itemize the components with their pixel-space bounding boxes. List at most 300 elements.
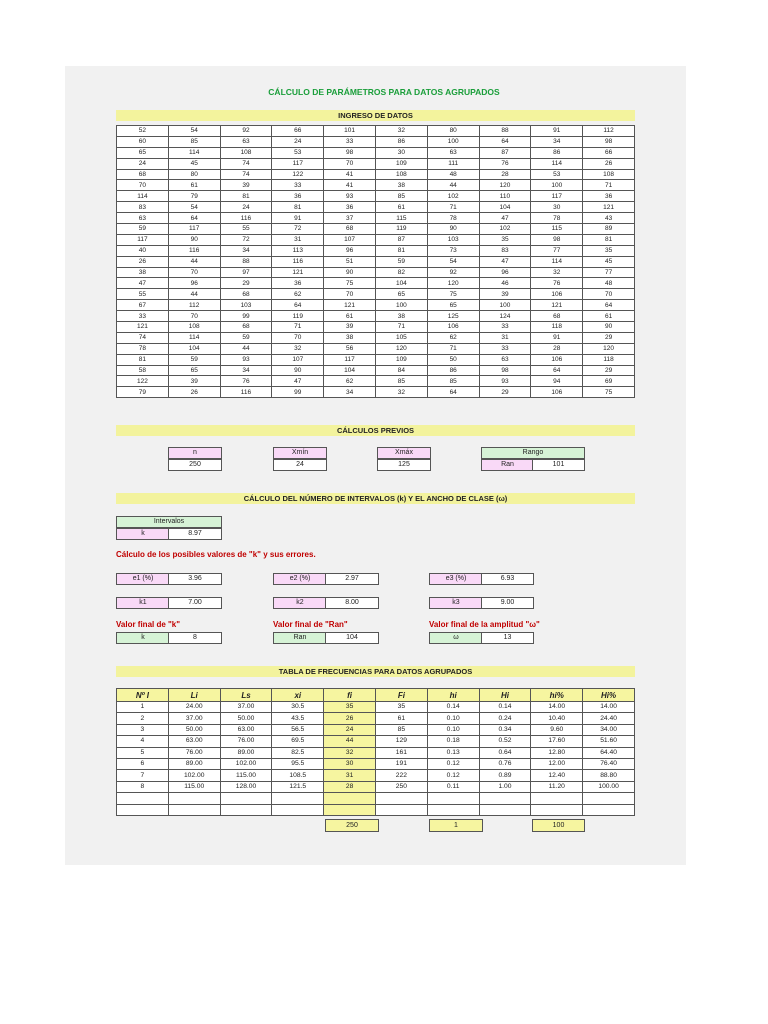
- freq-cell: 12.80: [531, 747, 583, 758]
- data-row: [117, 300, 635, 311]
- data-cell: 72: [272, 224, 324, 235]
- data-cell: 33: [117, 311, 169, 322]
- freq-cell: [531, 793, 583, 804]
- data-cell: 90: [272, 365, 324, 376]
- freq-row: [117, 758, 635, 769]
- xmin-label: Xmín: [273, 447, 327, 459]
- data-cell: 68: [220, 322, 272, 333]
- data-cell: 68: [117, 169, 169, 180]
- freq-cell: 222: [375, 770, 427, 781]
- data-cell: 71: [427, 202, 479, 213]
- data-cell: 50: [427, 354, 479, 365]
- data-cell: 116: [220, 213, 272, 224]
- data-cell: 39: [168, 376, 220, 387]
- xmax-value: 125: [377, 459, 431, 471]
- data-cell: 78: [427, 213, 479, 224]
- freq-row: [117, 781, 635, 792]
- data-cell: 90: [168, 234, 220, 245]
- e2-label: e2 (%): [273, 573, 327, 585]
- freq-cell: [117, 793, 169, 804]
- data-row: [117, 365, 635, 376]
- freq-cell: 0.10: [427, 713, 479, 724]
- data-cell: 114: [531, 158, 583, 169]
- data-cell: 32: [375, 387, 427, 398]
- data-cell: 108: [583, 169, 635, 180]
- data-row: [117, 322, 635, 333]
- freq-cell: [117, 804, 169, 815]
- freq-cell: [583, 793, 635, 804]
- data-cell: 86: [375, 136, 427, 147]
- data-cell: 33: [272, 180, 324, 191]
- data-cell: 64: [427, 387, 479, 398]
- data-cell: 113: [272, 245, 324, 256]
- freq-cell: 89.00: [168, 758, 220, 769]
- freq-cell: 76.00: [220, 736, 272, 747]
- data-cell: 64: [531, 365, 583, 376]
- data-cell: 62: [272, 289, 324, 300]
- data-cell: 43: [583, 213, 635, 224]
- freq-cell: 0.52: [479, 736, 531, 747]
- data-cell: 81: [583, 234, 635, 245]
- data-cell: 61: [375, 202, 427, 213]
- freq-cell: 11.20: [531, 781, 583, 792]
- k3-value: 9.00: [481, 597, 534, 609]
- frequency-table-header: TABLA DE FRECUENCIAS PARA DATOS AGRUPADOS: [116, 666, 635, 677]
- final-w-name: ω: [429, 632, 483, 644]
- data-cell: 65: [427, 300, 479, 311]
- data-cell: 85: [375, 191, 427, 202]
- freq-cell: 95.5: [272, 758, 324, 769]
- data-cell: 35: [479, 234, 531, 245]
- freq-cell: 61: [375, 713, 427, 724]
- data-cell: 44: [168, 289, 220, 300]
- total-hi: 1: [429, 819, 483, 832]
- data-row: [117, 245, 635, 256]
- data-cell: 87: [375, 234, 427, 245]
- data-cell: 40: [117, 245, 169, 256]
- data-cell: 108: [168, 322, 220, 333]
- final-ran-label: Valor final de "Ran": [273, 620, 348, 629]
- data-cell: 102: [479, 224, 531, 235]
- data-cell: 47: [117, 278, 169, 289]
- data-cell: 88: [220, 256, 272, 267]
- data-cell: 98: [479, 365, 531, 376]
- data-cell: 63: [117, 213, 169, 224]
- data-cell: 112: [168, 300, 220, 311]
- freq-cell: 115.00: [168, 781, 220, 792]
- data-cell: 51: [324, 256, 376, 267]
- data-cell: 108: [375, 169, 427, 180]
- data-cell: 68: [324, 224, 376, 235]
- xmax-label: Xmáx: [377, 447, 431, 459]
- freq-cell: 64.40: [583, 747, 635, 758]
- data-cell: 59: [117, 224, 169, 235]
- data-cell: 59: [375, 256, 427, 267]
- data-cell: 80: [427, 126, 479, 137]
- freq-cell: 50.00: [168, 724, 220, 735]
- data-cell: 103: [427, 234, 479, 245]
- xmin-value: 24: [273, 459, 327, 471]
- data-cell: 66: [272, 126, 324, 137]
- data-cell: 24: [117, 158, 169, 169]
- data-cell: 39: [324, 322, 376, 333]
- data-cell: 78: [117, 343, 169, 354]
- data-cell: 37: [324, 213, 376, 224]
- data-cell: 98: [583, 136, 635, 147]
- freq-header-cell: Li: [168, 689, 220, 702]
- n-label: n: [168, 447, 222, 459]
- k-value: 8.97: [168, 528, 222, 540]
- freq-cell: 69.5: [272, 736, 324, 747]
- data-cell: 65: [168, 365, 220, 376]
- freq-cell: [220, 793, 272, 804]
- freq-cell: 26: [324, 713, 376, 724]
- data-cell: 90: [324, 267, 376, 278]
- data-cell: 81: [375, 245, 427, 256]
- data-cell: 26: [117, 256, 169, 267]
- data-cell: 36: [272, 191, 324, 202]
- data-cell: 35: [583, 245, 635, 256]
- data-cell: 117: [324, 354, 376, 365]
- freq-cell: [220, 804, 272, 815]
- data-cell: 26: [583, 158, 635, 169]
- data-cell: 96: [479, 267, 531, 278]
- data-cell: 71: [583, 180, 635, 191]
- freq-cell: [272, 793, 324, 804]
- freq-row: [117, 724, 635, 735]
- data-cell: 114: [531, 256, 583, 267]
- data-cell: 114: [168, 332, 220, 343]
- data-cell: 29: [479, 387, 531, 398]
- freq-cell: 35: [324, 702, 376, 713]
- data-cell: 96: [324, 245, 376, 256]
- freq-cell: 30.5: [272, 702, 324, 713]
- freq-header-cell: Fi: [375, 689, 427, 702]
- k1-label: k1: [116, 597, 170, 609]
- freq-cell: 128.00: [220, 781, 272, 792]
- data-row: [117, 202, 635, 213]
- freq-cell: [427, 804, 479, 815]
- freq-cell: 6: [117, 758, 169, 769]
- data-cell: 60: [117, 136, 169, 147]
- k2-label: k2: [273, 597, 327, 609]
- data-cell: 83: [117, 202, 169, 213]
- data-cell: 63: [479, 354, 531, 365]
- data-cell: 34: [220, 245, 272, 256]
- data-cell: 117: [272, 158, 324, 169]
- freq-cell: [531, 804, 583, 815]
- data-cell: 74: [117, 332, 169, 343]
- data-row: [117, 311, 635, 322]
- data-cell: 70: [168, 311, 220, 322]
- data-cell: 104: [479, 202, 531, 213]
- ran-value: 101: [532, 459, 585, 471]
- data-cell: 39: [220, 180, 272, 191]
- freq-cell: 0.18: [427, 736, 479, 747]
- freq-cell: 9.60: [531, 724, 583, 735]
- data-cell: 54: [168, 126, 220, 137]
- data-cell: 71: [427, 343, 479, 354]
- freq-cell: 44: [324, 736, 376, 747]
- data-cell: 63: [427, 147, 479, 158]
- e1-label: e1 (%): [116, 573, 170, 585]
- data-cell: 59: [220, 332, 272, 343]
- data-cell: 73: [427, 245, 479, 256]
- data-cell: 106: [531, 387, 583, 398]
- freq-cell: [375, 793, 427, 804]
- data-cell: 86: [427, 365, 479, 376]
- data-cell: 71: [375, 322, 427, 333]
- data-cell: 36: [583, 191, 635, 202]
- data-cell: 125: [427, 311, 479, 322]
- freq-cell: 76.40: [583, 758, 635, 769]
- k2-value: 8.00: [325, 597, 379, 609]
- data-cell: 97: [220, 267, 272, 278]
- data-cell: 70: [583, 289, 635, 300]
- freq-cell: 115.00: [220, 770, 272, 781]
- data-cell: 54: [427, 256, 479, 267]
- data-cell: 53: [531, 169, 583, 180]
- data-cell: 28: [531, 343, 583, 354]
- data-cell: 76: [220, 376, 272, 387]
- data-cell: 70: [168, 267, 220, 278]
- freq-cell: [324, 804, 376, 815]
- data-cell: 69: [583, 376, 635, 387]
- freq-row: [117, 793, 635, 804]
- total-fi: 250: [325, 819, 379, 832]
- final-k-label: Valor final de "k": [116, 620, 181, 629]
- freq-cell: 50.00: [220, 713, 272, 724]
- e3-label: e3 (%): [429, 573, 483, 585]
- data-cell: 32: [375, 126, 427, 137]
- data-cell: 102: [427, 191, 479, 202]
- freq-cell: 88.80: [583, 770, 635, 781]
- freq-cell: 0.76: [479, 758, 531, 769]
- data-cell: 122: [272, 169, 324, 180]
- freq-cell: 102.00: [168, 770, 220, 781]
- data-cell: 38: [324, 332, 376, 343]
- freq-cell: [479, 793, 531, 804]
- data-row: [117, 376, 635, 387]
- freq-cell: 89.00: [220, 747, 272, 758]
- data-cell: 80: [168, 169, 220, 180]
- data-cell: 81: [272, 202, 324, 213]
- data-cell: 117: [117, 234, 169, 245]
- freq-row: [117, 747, 635, 758]
- final-w-label: Valor final de la amplitud "ω": [429, 620, 540, 629]
- freq-cell: 31: [324, 770, 376, 781]
- freq-cell: [375, 804, 427, 815]
- freq-cell: 32: [324, 747, 376, 758]
- data-row: [117, 136, 635, 147]
- freq-row: [117, 770, 635, 781]
- data-cell: 100: [427, 136, 479, 147]
- data-cell: 91: [531, 332, 583, 343]
- data-cell: 100: [531, 180, 583, 191]
- freq-cell: 14.00: [531, 702, 583, 713]
- data-cell: 41: [324, 169, 376, 180]
- data-cell: 44: [220, 343, 272, 354]
- data-cell: 104: [375, 278, 427, 289]
- data-cell: 29: [583, 365, 635, 376]
- data-cell: 119: [375, 224, 427, 235]
- freq-cell: 24: [324, 724, 376, 735]
- freq-header-cell: hi%: [531, 689, 583, 702]
- data-cell: 88: [479, 126, 531, 137]
- e3-value: 6.93: [481, 573, 534, 585]
- data-cell: 83: [479, 245, 531, 256]
- data-row: [117, 180, 635, 191]
- data-row: [117, 289, 635, 300]
- data-cell: 99: [220, 311, 272, 322]
- data-cell: 24: [220, 202, 272, 213]
- data-cell: 85: [168, 136, 220, 147]
- data-cell: 44: [168, 256, 220, 267]
- freq-cell: 0.64: [479, 747, 531, 758]
- data-cell: 86: [531, 147, 583, 158]
- data-cell: 79: [168, 191, 220, 202]
- data-cell: 75: [583, 387, 635, 398]
- data-cell: 34: [220, 365, 272, 376]
- data-cell: 70: [272, 332, 324, 343]
- freq-cell: [168, 793, 220, 804]
- data-row: [117, 267, 635, 278]
- intervalos-label: Intervalos: [116, 516, 222, 528]
- freq-cell: 0.24: [479, 713, 531, 724]
- data-cell: 115: [531, 224, 583, 235]
- data-cell: 34: [531, 136, 583, 147]
- data-cell: 58: [117, 365, 169, 376]
- freq-cell: [272, 804, 324, 815]
- freq-cell: 37.00: [168, 713, 220, 724]
- data-cell: 111: [427, 158, 479, 169]
- freq-cell: 24.40: [583, 713, 635, 724]
- freq-cell: 63.00: [220, 724, 272, 735]
- freq-row: [117, 804, 635, 815]
- freq-header-cell: Hi: [479, 689, 531, 702]
- rango-label: Rango: [481, 447, 585, 459]
- data-cell: 115: [375, 213, 427, 224]
- data-cell: 61: [324, 311, 376, 322]
- freq-cell: 43.5: [272, 713, 324, 724]
- freq-cell: 102.00: [220, 758, 272, 769]
- freq-cell: 35: [375, 702, 427, 713]
- freq-cell: 34.00: [583, 724, 635, 735]
- data-cell: 96: [168, 278, 220, 289]
- freq-cell: 1.00: [479, 781, 531, 792]
- data-cell: 121: [531, 300, 583, 311]
- data-cell: 81: [117, 354, 169, 365]
- freq-cell: 12.40: [531, 770, 583, 781]
- ran-label: Ran: [481, 459, 534, 471]
- data-cell: 38: [375, 311, 427, 322]
- data-cell: 90: [427, 224, 479, 235]
- freq-cell: 14.00: [583, 702, 635, 713]
- data-cell: 30: [375, 147, 427, 158]
- data-cell: 81: [220, 191, 272, 202]
- data-cell: 31: [479, 332, 531, 343]
- data-cell: 47: [479, 256, 531, 267]
- data-cell: 99: [272, 387, 324, 398]
- data-cell: 32: [272, 343, 324, 354]
- final-k-value: 8: [168, 632, 222, 644]
- freq-cell: 7: [117, 770, 169, 781]
- e1-value: 3.96: [168, 573, 222, 585]
- data-cell: 116: [168, 245, 220, 256]
- freq-cell: 0.34: [479, 724, 531, 735]
- freq-cell: 0.14: [479, 702, 531, 713]
- data-cell: 120: [427, 278, 479, 289]
- freq-cell: 3: [117, 724, 169, 735]
- data-cell: 68: [220, 289, 272, 300]
- data-cell: 91: [531, 126, 583, 137]
- freq-header-cell: Ls: [220, 689, 272, 702]
- previous-calc-header: CÁLCULOS PREVIOS: [116, 425, 635, 436]
- freq-header-cell: Hi%: [583, 689, 635, 702]
- data-cell: 38: [117, 267, 169, 278]
- data-cell: 45: [583, 256, 635, 267]
- data-cell: 92: [427, 267, 479, 278]
- data-cell: 36: [324, 202, 376, 213]
- data-cell: 108: [220, 147, 272, 158]
- intervals-header: CÁLCULO DEL NÚMERO DE INTERVALOS (k) Y EL ANCHO DE CLASE (ω): [116, 493, 635, 504]
- freq-cell: 24.00: [168, 702, 220, 713]
- data-cell: 92: [220, 126, 272, 137]
- data-cell: 78: [531, 213, 583, 224]
- final-ran-value: 104: [325, 632, 379, 644]
- data-cell: 93: [479, 376, 531, 387]
- data-cell: 36: [272, 278, 324, 289]
- freq-row: [117, 702, 635, 713]
- freq-cell: 191: [375, 758, 427, 769]
- final-w-value: 13: [481, 632, 534, 644]
- data-cell: 93: [324, 191, 376, 202]
- data-cell: 39: [479, 289, 531, 300]
- data-cell: 98: [531, 234, 583, 245]
- data-cell: 70: [324, 158, 376, 169]
- data-cell: 33: [324, 136, 376, 147]
- total-hi-pct: 100: [532, 819, 585, 832]
- data-cell: 103: [220, 300, 272, 311]
- data-entry-header: INGRESO DE DATOS: [116, 110, 635, 121]
- data-row: [117, 332, 635, 343]
- freq-cell: 51.60: [583, 736, 635, 747]
- data-row: [117, 147, 635, 158]
- data-cell: 77: [583, 267, 635, 278]
- frequency-table: [116, 688, 635, 816]
- freq-cell: 37.00: [220, 702, 272, 713]
- freq-cell: 0.89: [479, 770, 531, 781]
- data-row: [117, 158, 635, 169]
- data-cell: 70: [324, 289, 376, 300]
- freq-cell: 4: [117, 736, 169, 747]
- data-cell: 47: [272, 376, 324, 387]
- freq-cell: [168, 804, 220, 815]
- data-cell: 82: [375, 267, 427, 278]
- data-cell: 26: [168, 387, 220, 398]
- freq-cell: [427, 793, 479, 804]
- data-row: [117, 224, 635, 235]
- data-cell: 64: [479, 136, 531, 147]
- data-cell: 106: [531, 289, 583, 300]
- freq-cell: 17.60: [531, 736, 583, 747]
- freq-cell: 121.5: [272, 781, 324, 792]
- freq-cell: 0.14: [427, 702, 479, 713]
- freq-cell: 28: [324, 781, 376, 792]
- data-cell: 67: [117, 300, 169, 311]
- data-cell: 114: [168, 147, 220, 158]
- data-cell: 65: [375, 289, 427, 300]
